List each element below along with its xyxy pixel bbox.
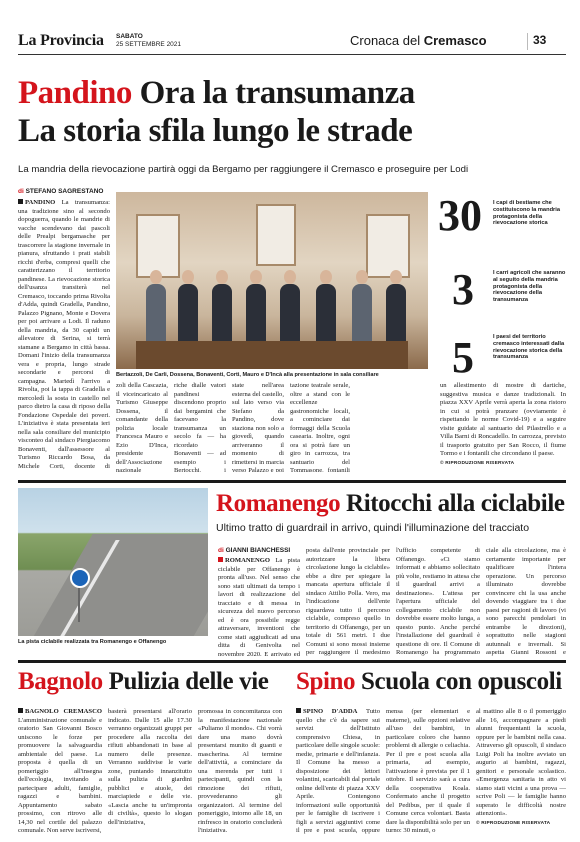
romanengo-col-1 — [218, 557, 300, 657]
bicycle-sign-icon — [70, 568, 90, 588]
spino-signoff: © RIPRODUZIONE RISERVATA — [476, 820, 551, 826]
bagnolo-col-3 — [198, 708, 282, 836]
main-headline — [18, 74, 566, 150]
bagnolo-headline-accent: Bagnolo — [18, 668, 103, 695]
presentation-photo-caption: Bertazzoli, De Carli, Dossena, Bonaventi, Corti, Mauro e D'Incà alla presentazione in sala consiliare — [116, 372, 379, 378]
romanengo-lead-word: ROMANENGO — [225, 557, 271, 564]
header-rule — [18, 54, 566, 55]
romanengo-byline-name: GIANNI BIANCHESSI — [225, 547, 291, 554]
bagnolo-col1-text: L'amministrazione comunale e oratorio San Giovanni Bosco uniscono le forze per promuovere la salvaguardia ambientale del paese. La proposta è quella di un pomeriggio all'insegna dell'ecologia, invitando a partecipare adulti, famiglie, ragazzi e bambini. Appuntamento sabato prossimo, con ritrovo alle 14,30 nel cortile del palazzo comunale. Non serve iscriversi, — [18, 716, 102, 834]
issue-date — [116, 33, 181, 49]
romanengo-headline-accent: Romanengo — [216, 490, 341, 517]
main-col1-names: Piergiacomo Bonaventi, dall'assessore al Turismo Riccardo Bosa, da Michele Corti, docente di — [18, 437, 110, 470]
main-story-col-1 — [18, 199, 110, 471]
stat-number-carts: 3 — [452, 265, 474, 314]
main-story-col-4: state nell'area esterna del castello, sul lato verso via Stefano da Pandino, dove staziona non solo a giovedì, quando arriveranno il momento di rimettersi in marcia verso Palazzo e poi — [232, 382, 284, 472]
section-prefix: Cronaca del — [350, 33, 421, 48]
romanengo-col-2: posta dall'ente provinciale per autorizzare la libera circolazione lungo la ciclabile» ebbe a dire per spiegare la mancata apertura ufficiale il sindaco Attilio Polla. Vero, ma l'indicazione dell'ente riguardava tutto il percorso ciclabile, compreso quello in territorio di Offanengo, per un totale di 561 metri. I due Comuni si sono mossi insieme per raggiungere il medesimo — [306, 547, 390, 656]
stat-text-towns: I paesi del territorio cremasco interessati dalla rievocazione storica della transumanza — [493, 334, 565, 361]
byline-mark: di — [18, 188, 24, 195]
romanengo-col-3: l'ufficio competente di Offanengo. «Ci siamo informati e abbiamo sollecitato più volte, restiamo in attesa che il guardrail arrivi a destinazione». L'attesa per l'apertura ufficiale del collegamento ciclabile non dovrebbe essere molto lunga, a questo punto. Anche perché l'installazione del guardrail è questione di ore. Il Comune di Romanengo ha programmato — [396, 547, 480, 656]
issue-date-text: 25 SETTEMBRE 2021 — [116, 41, 182, 48]
headline-rest: Ora la transumanza — [139, 75, 415, 111]
stat-text-cattle: I capi di bestiame che costituiscono la mandria protagonista della rievocazione storica — [493, 200, 561, 227]
bagnolo-col-1 — [18, 708, 102, 836]
main-col6-text: un allestimento di mostre di dartiche, suggestiva musica e danze tradizionali. In piazza XXV Aprile verrà aperta la zona ristoro in cui si potrà pranzare (ovviamente è rispettando le norme Covid-19) e a seguire visite guidate al santuario del Pilastrello e a Villa Barni di Roncadello. In carrozza, previsto il trasporto gratuito per San Rocco, il fiume Tormo e i fontanili che circondano il paese. — [440, 382, 566, 457]
section-divider-1 — [18, 480, 566, 483]
romanengo-headline-rest: Ritocchi alla ciclabile — [346, 490, 565, 517]
romanengo-subhead: Ultimo tratto di guardrail in arrivo, quindi l'illuminazione del tracciato — [216, 522, 530, 534]
headline-accent: Pandino — [18, 75, 132, 111]
bagnolo-col-2: basterà presentarsi all'orario indicato. Dalle 15 alle 17.30 verranno organizzati gruppi per procedere alla raccolta dei rifiuti abbandonati in base al numero delle presenze. Verranno suddivise le varie zone, puntando innanzitutto sulla pulizia di giardini pubblici e aiuole, dei marciapiede e delle vie. «Lascia anche tu un'impronta di civiltà», questo lo slogan dell'iniziativa, — [108, 708, 192, 826]
section-divider-2 — [18, 660, 566, 663]
lead-square-icon — [18, 199, 23, 204]
section-name: Cremasco — [423, 33, 487, 48]
main-subhead: La mandria della rievocazione partirà oggi da Bergamo per raggiungere il Cremasco e proseguire per Lodi — [18, 164, 469, 175]
bagnolo-col3-text: promossa in concomitanza con la manifestazione nazionale «Puliamo il mondo». Chi vorrà dare una mano dovrà presentarsi munito di guanti e mascherina. Al termine dell'attività, a cominciare da una merenda per tutti i partecipanti, quindi con la rimozione dei rifiuti, provvederanno gli organizzatori. Al termine del pomeriggio, intorno alle 18, un rinfresco in oratorio concluderà l'iniziativa. — [198, 708, 282, 834]
spino-col-2: mensa (per elementari e materne), sulle opzioni relative all'uso dei bambini, in particolare coloro che hanno problemi di allergie o celiachia. Per il pre e post scuola alla primaria, ad esempio, l'attivazione è prevista per il 1 ottobre. Il servizio sarà a cura della cooperativa Koala. Confermato anche il progetto del Pedibus, per il quale il Comune cerca volontari. Basta dare la disponibilità solo per un turno: 30 minuti, o — [386, 708, 470, 834]
romanengo-col4-text: ciale alla circolazione, ma è certamente importante per qualificare l'intera operazione. Un percorso illuminato dovrebbe convincere chi la usa anche dovendo viaggiare tra i due paesi per ragioni di lavoro (vi sono parecchi pendolari in entrambe le direzioni), soprattutto nelle stagioni autunnali e invernali. Si aspetta Gianni Rossoni e — [486, 547, 566, 656]
main-story-col-5: tazione teatrale serale, oltre a stand con le eccellenze gastronomiche locali, a cominciare dai formaggi della Scuola casearia. Inoltre, ogni ora si potrà fare un giro in carrozza, tra santuario del Tommasone, fontanili — [290, 382, 350, 472]
main-lead-word: PANDINO — [25, 199, 56, 206]
main-col1-text: La transumanza: una tradizione sino al secondo dopoguerra, quando le mandrie di vacche scendevano dai pascoli delle Prealpi bergamasche per trascorrere la stagione invernale in pianura, sfruttando i prati stabili ricchi d'erba, compresi quelli che caratterizzano il territorio pandinese. La rievocazione storica dell'usanza transiterà nel Cremasco, toccando prima Rivolta d'Adda, quindi Gradella, Pandino, Palazzo Pignano, Monte e Dovera per poi arrivare a Lodi. Il raduno della mandria, da 30 capidi un allevatore di Serina, si terrà stamane a Bergamo in città bassa. Domani l'inizio della transumanza vera e propria, lungo strade secondarie e percorsi di campagna. Martedì l'arrivo a Rivolta, poi la tappa di Gradella e mercoledì la sosta in castello nel parco dietro la casa di riposo della Fondazione Ospedale dei poveri. L'iniziativa è stata presentata ieri nella sala consiliare del municipio visconteo dal sindaco — [18, 199, 110, 444]
spino-headline-accent: Spino — [296, 668, 356, 695]
bike-path-photo — [18, 488, 208, 636]
spino-col-3 — [476, 708, 566, 836]
bike-path-photo-caption: La pista ciclabile realizzata tra Romanengo e Offanengo — [18, 639, 167, 645]
page-number-divider — [527, 33, 528, 50]
romanengo-col-4 — [486, 547, 566, 657]
main-story-col-3: riche dialle vatori pandinesi discendono proprio dai bergamini che facevano la transumanza un secolo fa — ha ricordato Bonaventi — ad esempio i Bertocchi, i — [174, 382, 226, 472]
spino-col-1 — [296, 708, 380, 836]
lead-square-icon — [296, 708, 301, 713]
romanengo-headline — [216, 490, 565, 518]
main-story-col-6 — [440, 382, 566, 472]
main-story-col-2: zoli della Cascazia, il viceincaricato al Turismo Giuseppe Dossena, il comandante della polizia locale Francesca Mauro e Ezio D'Inca, presidente dell'Associazione nazionale — [116, 382, 168, 472]
romanengo-byline-mark: di — [218, 547, 224, 554]
masthead: La Provincia — [18, 32, 104, 49]
stat-text-carts: I carri agricoli che saranno al seguito della mandria protagonista della rievocazione della transumanza — [493, 270, 566, 304]
issue-weekday: SABATO — [116, 33, 143, 40]
byline-name: STEFANO SAGRESTANO — [25, 188, 104, 195]
spino-lead-word: SPINO D'ADDA — [303, 708, 358, 715]
page-number: 33 — [533, 33, 547, 47]
bagnolo-lead-word: BAGNOLO CREMASCO — [25, 708, 102, 715]
spino-col3-text: al mattino alle 8 o il pomeriggio alle 16, accompagnare a piedi alunni frequentanti la scuola, oppure per le bambini nella casa. Attraverso gli opuscoli, il sindaco Luigi Poli ha inoltre avviato un augurio ai bambini, ragazzi, genitori e personale scolastico. «Emergenza sanitaria in atto vi siamo stati vicini a una prova — scrive Poli — le famiglie hanno superato le difficoltà nostre attenzioni». — [476, 708, 566, 817]
bagnolo-headline-rest: Pulizia delle vie — [108, 668, 269, 695]
spino-headline-rest: Scuola con opuscoli — [361, 668, 562, 695]
main-byline — [18, 188, 103, 195]
headline-line2: La storia sfila lungo le strade — [18, 113, 413, 149]
romanengo-col1-text: La pista ciclabile per Offanengo è pronta all'uso. Nel senso che sono stati ultimati da tempo i lavori di realizzazione del tracciato e di messa in sicurezza del nuovo percorso ed è ora possibile regge attraversare, inventioni che come stati aggiudicati ad una ditta di Genivolta nel novembre 2020. E arrivato ed — [218, 557, 300, 657]
main-signoff: © RIPRODUZIONE RISERVATA — [440, 460, 515, 466]
stat-number-towns: 5 — [452, 333, 474, 382]
spino-headline — [296, 668, 562, 696]
bagnolo-headline — [18, 668, 268, 696]
section-title — [350, 33, 487, 48]
lead-square-icon — [18, 708, 23, 713]
presentation-photo — [116, 192, 428, 369]
lead-square-icon — [218, 557, 223, 562]
spino-col1-text: Tutto quello che c'è da sapere sui servizi dell'Istituto comprensivo Chiesa, in particolare delle singole scuole: medie, primarie e dell'infanzia. Il Comune ha messo a disposizione dei lettori volantini, scaricabili dal portale online dell'ente di piazza XXV Aprile. Contengono informazioni sulle opportunità per le famiglie di iscrivere i figli a servizi aggiuntivi come il pre e post scuola, oppure — [296, 708, 380, 834]
stat-number-cattle: 30 — [438, 191, 482, 240]
romanengo-byline — [218, 547, 290, 554]
